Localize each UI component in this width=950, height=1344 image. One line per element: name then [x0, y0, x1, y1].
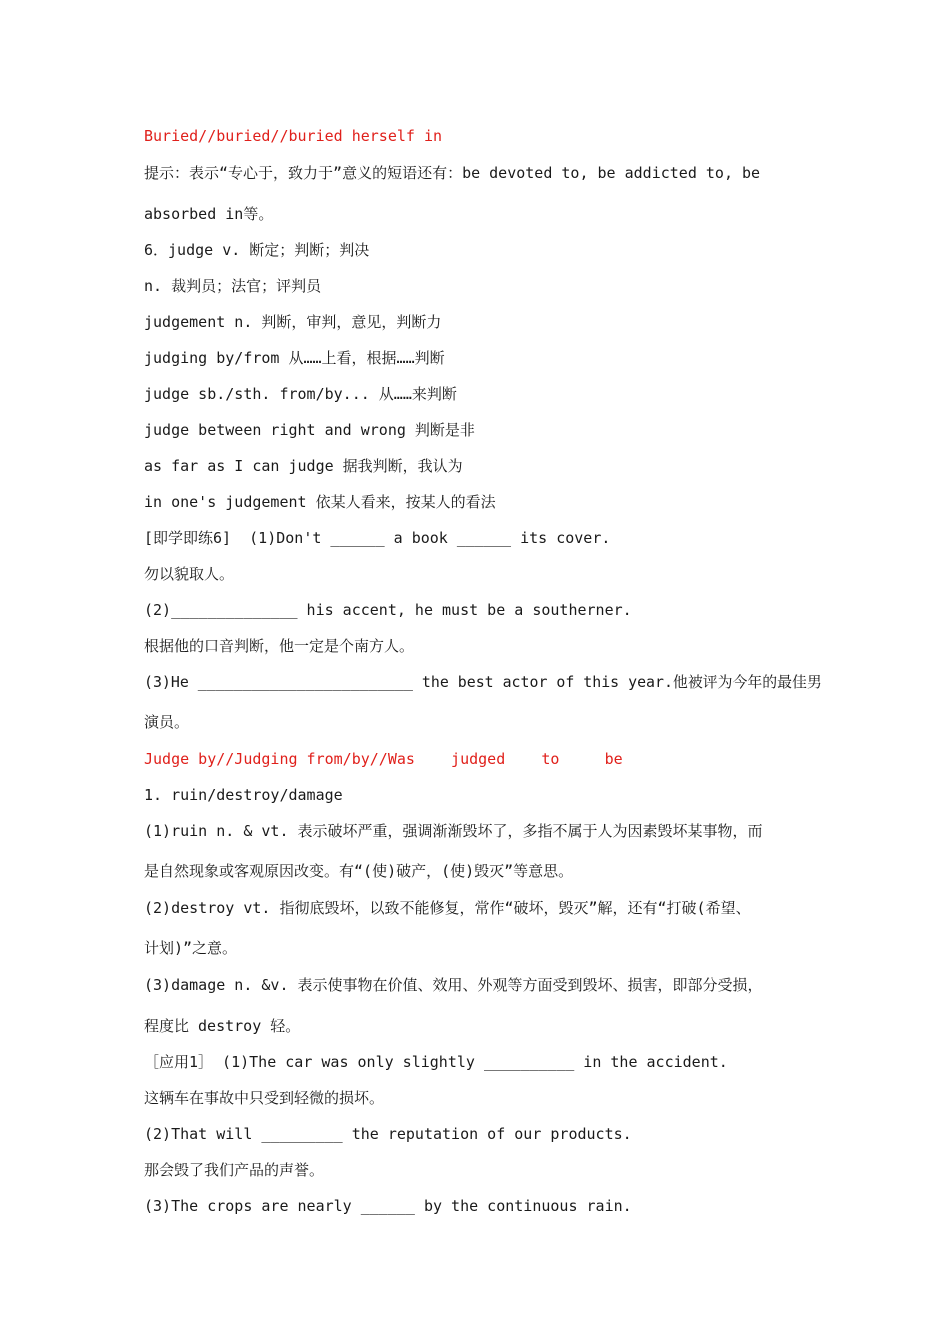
text-line: (3)damage n. &v. 表示使事物在价值、效用、外观等方面受到毁坏、损害，即部分受损，: [144, 976, 763, 994]
translation-line: 勿以貌取人。: [144, 565, 235, 583]
exercise-line: [即学即练6] (1)Don't ______ a book ______ its cover.: [144, 529, 611, 547]
text-line: (1)ruin n. & vt. 表示破坏严重，强调渐渐毁坏了，多指不属于人为因素毁坏某事物，而: [144, 822, 763, 840]
exercise-line: (2)That will _________ the reputation of our products.: [144, 1125, 632, 1143]
answer-line: Judge by//Judging from/by//Was judged to be: [144, 750, 623, 768]
translation-line: 演员。: [144, 713, 190, 731]
text-line: 是自然现象或客观原因改变。有“(使)破产，(使)毁灭”等意思。: [144, 862, 574, 880]
exercise-line: (3)The crops are nearly ______ by the continuous rain.: [144, 1197, 632, 1215]
text-line: as far as I can judge 据我判断，我认为: [144, 457, 463, 475]
vocab-heading: 6．judge v. 断定；判断；判决: [144, 241, 370, 259]
translation-line: 那会毁了我们产品的声誉。: [144, 1161, 325, 1179]
text-line: absorbed in等。: [144, 205, 274, 223]
text-line: judgement n. 判断，审判，意见，判断力: [144, 313, 442, 331]
translation-line: 这辆车在事故中只受到轻微的损坏。: [144, 1089, 385, 1107]
text-line: (2)destroy vt. 指彻底毁坏，以致不能修复，常作“破坏，毁灭”解，还有“打破(希望、: [144, 899, 751, 917]
hint-line: 提示：表示“专心于，致力于”意义的短语还有：be devoted to, be addicted to, be: [144, 164, 761, 182]
exercise-line: ［应用1］ (1)The car was only slightly __________ in the accident.: [144, 1053, 728, 1071]
text-line: in one's judgement 依某人看来，按某人的看法: [144, 493, 496, 511]
text-line: judge between right and wrong 判断是非: [144, 421, 475, 439]
text-line: n. 裁判员；法官；评判员: [144, 277, 322, 295]
text-line: 计划)”之意。: [144, 939, 238, 957]
answer-line: Buried//buried//buried herself in: [144, 127, 443, 145]
translation-line: 根据他的口音判断，他一定是个南方人。: [144, 637, 415, 655]
vocab-heading: 1. ruin/destroy/damage: [144, 786, 343, 804]
text-line: judging by/from 从……上看，根据……判断: [144, 349, 445, 367]
text-line: 程度比 destroy 轻。: [144, 1017, 301, 1035]
exercise-line: (3)He ________________________ the best actor of this year.他被评为今年的最佳男: [144, 673, 822, 691]
text-line: judge sb./sth. from/by... 从……来判断: [144, 385, 457, 403]
exercise-line: (2)______________ his accent, he must be a southerner.: [144, 601, 632, 619]
